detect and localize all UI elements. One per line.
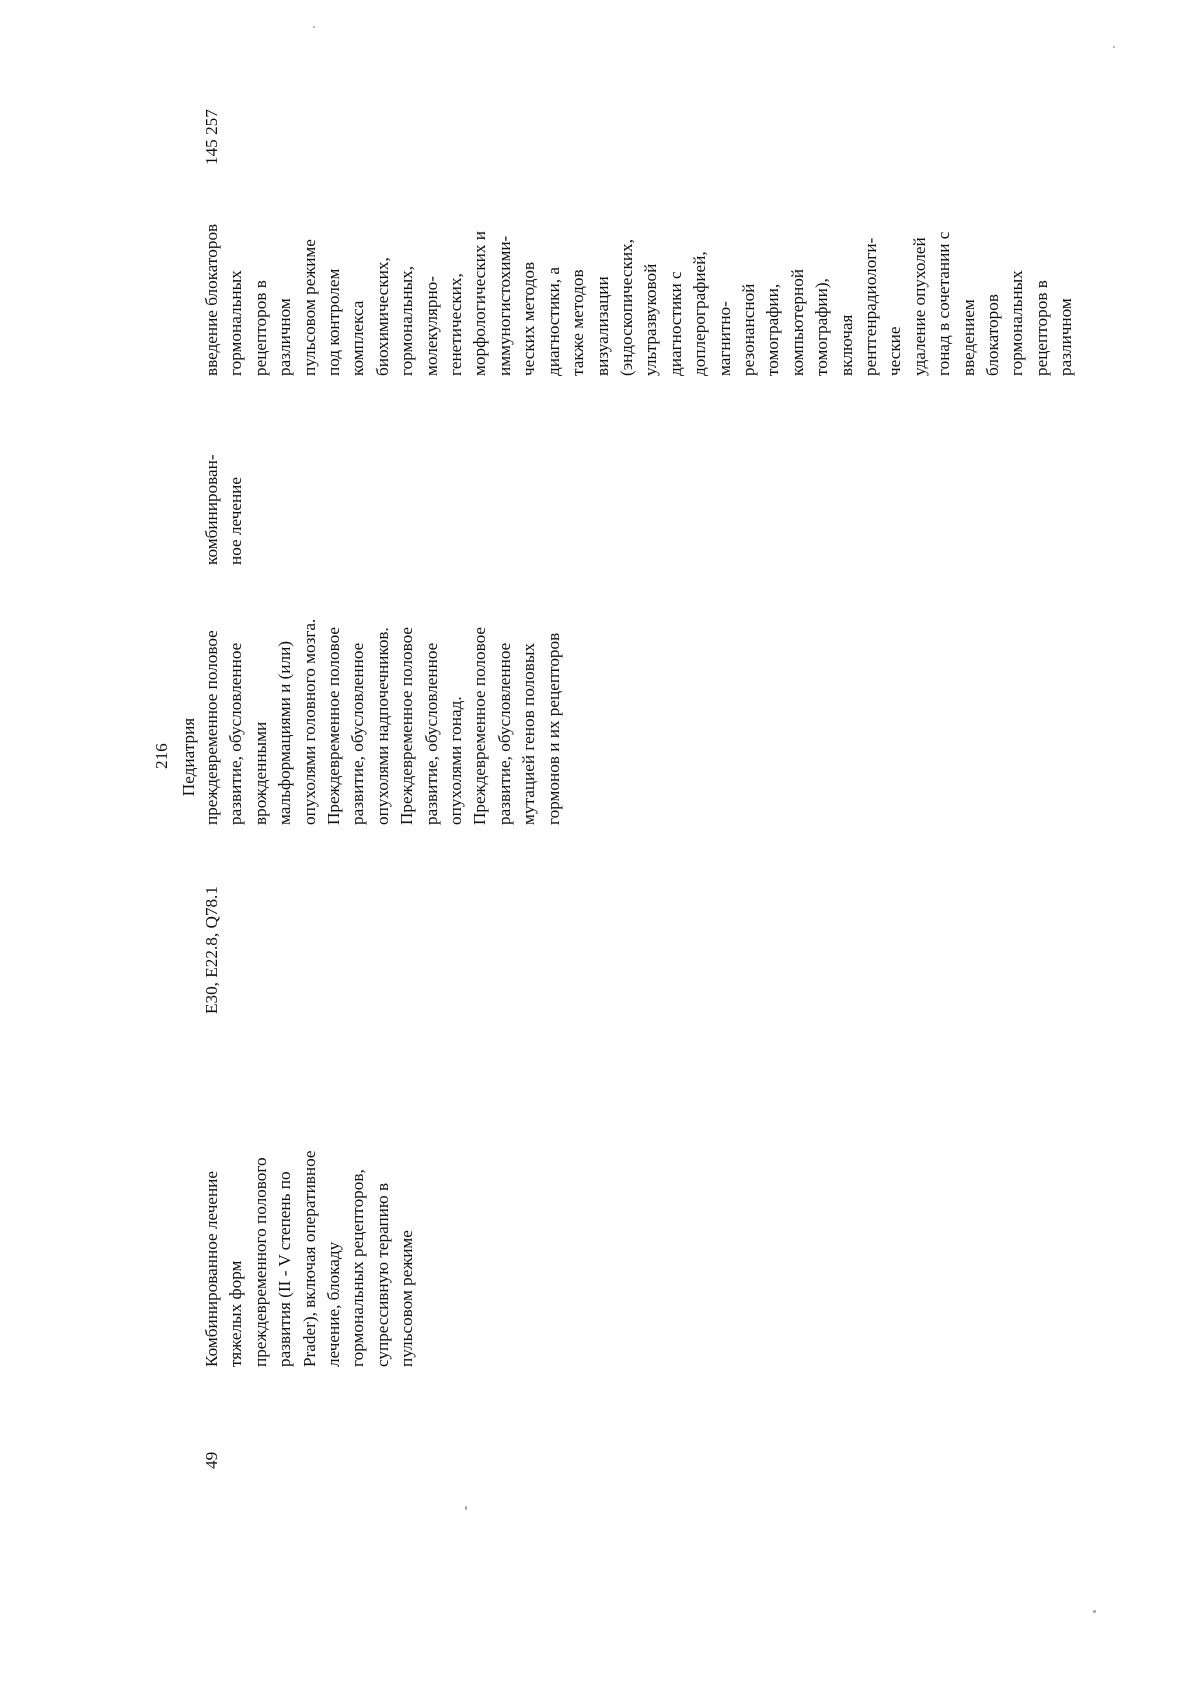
patient-model: [200, 619, 566, 825]
text-line: биохимических,: [372, 257, 392, 376]
text-line: ческие: [885, 326, 905, 376]
text-line: рентгенрадиологи-: [860, 237, 880, 376]
text-line: доплерографией,: [690, 251, 710, 376]
text-line: диагностики с: [665, 271, 685, 376]
text-line: различном: [275, 298, 295, 376]
text-line: магнитно-: [714, 301, 734, 376]
text-line: гормонов и их рецепторов: [543, 632, 563, 825]
text-line: молекулярно-: [421, 276, 441, 376]
scan-speck: [465, 1506, 467, 1510]
cost-value: 145 257: [202, 109, 221, 165]
row-number: 49: [202, 1451, 221, 1469]
text-line: Комбинированное лечение: [202, 1171, 221, 1367]
text-line: удаление опухолей: [909, 237, 929, 376]
text-line: развитие, обусловленное: [494, 642, 514, 825]
text-line: (эндоскопических,: [616, 239, 636, 376]
text-line: ческих методов: [519, 261, 539, 376]
icd-codes: E30, E22.8, Q78.1: [202, 886, 221, 1014]
text-line: ное лечение: [226, 476, 246, 565]
text-line: преждевременное половое: [202, 630, 221, 825]
text-line: развитие, обусловленное: [226, 642, 246, 825]
scan-speck: [1113, 46, 1115, 48]
text-line: резонансной: [738, 283, 758, 376]
text-line: блокаторов: [983, 294, 1002, 376]
text-line: Преждевременное половое: [397, 626, 417, 825]
page-number: 216: [152, 743, 171, 769]
text-line: опухолями надпочечников.: [372, 627, 392, 825]
text-line: развития (II - V степень по: [275, 1171, 295, 1367]
text-line: компьютерной: [787, 269, 807, 376]
text-line: введение блокаторов: [202, 223, 221, 376]
text-line: мальформациями и (или): [275, 641, 295, 825]
text-line: Prader), включая оперативное: [299, 1150, 319, 1367]
text-line: визуализации: [592, 276, 612, 376]
procedure-name: [200, 1150, 420, 1367]
text-line: Преждевременное половое: [470, 626, 490, 825]
text-line: диагностики, а: [543, 267, 563, 376]
text-line: введением: [958, 299, 978, 376]
text-line: под контролем: [324, 268, 344, 376]
text-line: томографии),: [812, 278, 832, 376]
text-line: супрессивную терапию в: [372, 1182, 392, 1367]
text-line: ультразвуковой: [641, 263, 661, 376]
text-line: различном: [1056, 298, 1076, 376]
treatment-method: [200, 224, 1079, 376]
text-line: включая: [836, 314, 856, 376]
text-line: мутацией генов половых: [519, 643, 539, 825]
text-line: преждевременного полового: [250, 1157, 270, 1367]
text-line: пульсовом режиме: [397, 1230, 417, 1367]
treatment-type: [200, 454, 249, 565]
text-line: генетических,: [446, 273, 466, 376]
text-line: пульсовом режиме: [299, 239, 319, 376]
section-title: Педиатрия: [179, 717, 198, 797]
text-line: опухолями гонад.: [446, 696, 466, 825]
text-line: также методов: [568, 269, 588, 376]
text-line: комбинирован-: [202, 454, 221, 565]
text-line: рецепторов в: [250, 280, 270, 376]
text-line: гормональных,: [397, 265, 417, 376]
text-line: гормональных: [1007, 270, 1027, 376]
text-line: Преждевременное половое: [324, 626, 344, 825]
text-line: развитие, обусловленное: [348, 642, 368, 825]
text-line: лечение, блокаду: [324, 1241, 344, 1367]
text-line: рецепторов в: [1031, 280, 1051, 376]
text-line: иммуногистохими-: [494, 235, 514, 376]
text-line: гормональных: [226, 270, 246, 376]
text-line: морфологических и: [470, 231, 490, 376]
text-line: гормональных рецепторов,: [348, 1169, 368, 1367]
text-line: гонад в сочетании с: [934, 231, 954, 376]
scan-speck: [1093, 1610, 1096, 1613]
scan-speck: [313, 26, 315, 28]
text-line: томографии,: [763, 283, 783, 376]
text-line: врожденными: [250, 721, 270, 825]
text-line: опухолями головного мозга.: [299, 618, 319, 825]
text-line: тяжелых форм: [226, 1260, 246, 1367]
text-line: развитие, обусловленное: [421, 642, 441, 825]
text-line: комплекса: [348, 300, 368, 376]
